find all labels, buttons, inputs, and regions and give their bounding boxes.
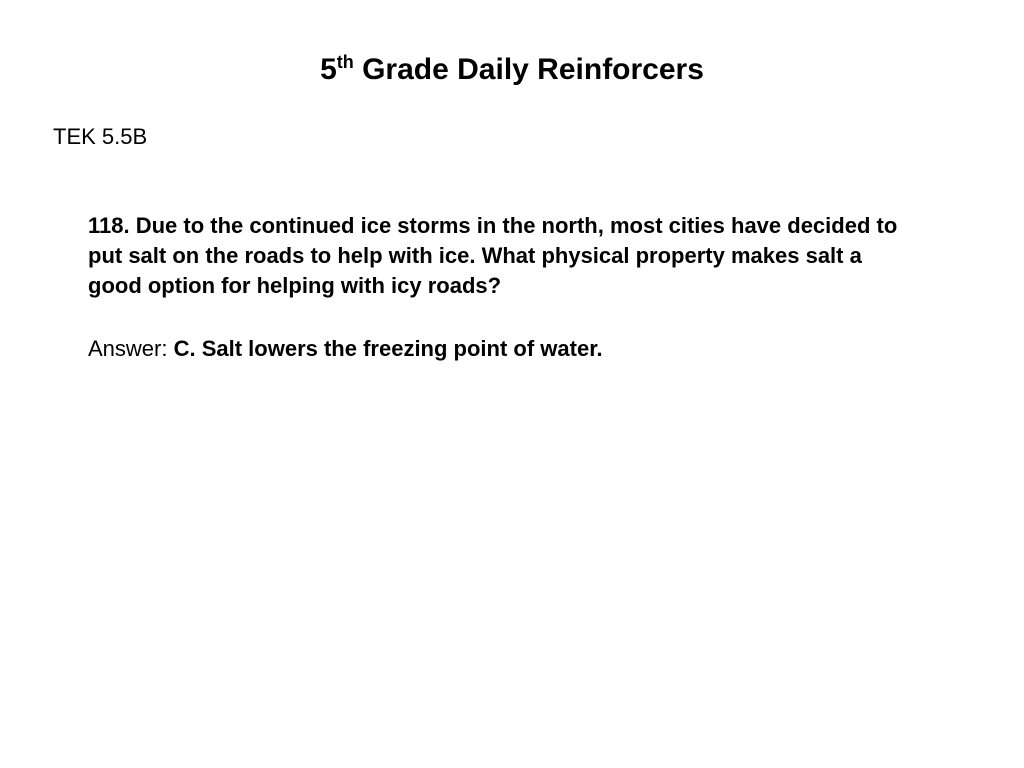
answer-line (88, 334, 603, 364)
answer-text: C. Salt lowers the freezing point of water. (173, 336, 603, 361)
answer-label: Answer: (88, 336, 174, 361)
slide-title (0, 50, 1024, 90)
tek-label: TEK 5.5B (53, 124, 148, 149)
question-text: 118. Due to the continued ice storms in the north, most cities have decided to put salt on the roads to help with ice. What physical property makes salt a good option for helping with icy roads? (88, 213, 898, 298)
title-text: Grade Daily Reinforcers (353, 53, 704, 86)
title-grade-number: 5 (320, 53, 337, 86)
title-ordinal-suffix: th (336, 52, 354, 72)
